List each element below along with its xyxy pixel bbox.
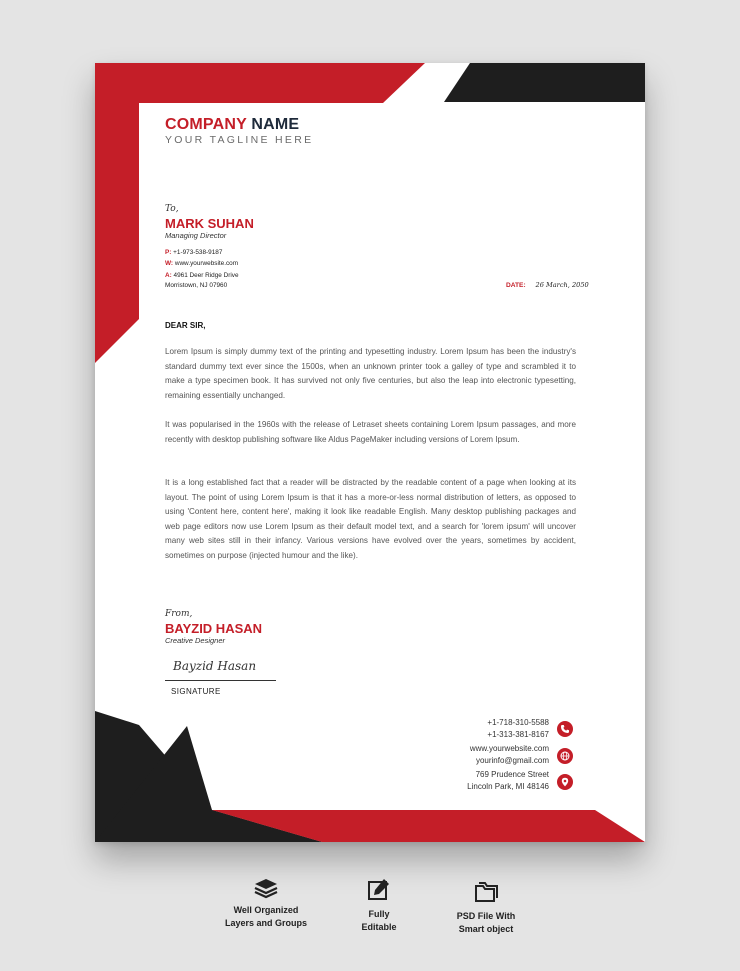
signature-line — [165, 680, 276, 681]
recipient-phone — [165, 249, 222, 256]
to-label: To, — [165, 204, 179, 214]
feature-layers-line2: Layers and Groups — [224, 918, 308, 928]
feature-editable — [339, 877, 419, 934]
phone-label: P: — [165, 249, 172, 256]
feature-psd — [436, 881, 536, 936]
date-label: DATE: — [506, 282, 526, 289]
globe-icon — [557, 748, 573, 764]
edit-icon — [366, 877, 392, 903]
company-name — [165, 116, 299, 134]
address-label: A: — [165, 272, 172, 279]
svg-text:Bayzid Hasan: Bayzid Hasan — [173, 659, 257, 673]
location-pin-icon — [557, 774, 573, 790]
web-label: W: — [165, 260, 174, 267]
web-value: www.yourwebsite.com — [174, 260, 239, 267]
address-line2: Morristown, NJ 07960 — [165, 282, 228, 289]
feature-psd-line2: Smart object — [458, 924, 514, 934]
feature-psd-line1: PSD File With — [456, 911, 516, 921]
body-paragraph-2: It was popularised in the 1960s with the release of Letraset sheets containing Lorem Ipsum passages, and more recently with desktop publishing software like Aldus PageMaker including versions of Lorem Ipsum. — [165, 420, 576, 444]
body-paragraph-3: It is a long established fact that a reader will be distracted by the readable content of a page when looking at its layout. The point of using Lorem Ipsum is that it has a more-or-less normal distribution of letters, as opposed to using 'Content here, content here', making it look like readable English. Many desktop publishing packages and web page editors now use Lorem Ipsum as their default model text, and a search for 'lorem ipsum' will uncover many web sites still in their infancy. Various versions have evolved over the years, sometimes by accident, sometimes on purpose (injected humour and the like). — [165, 478, 576, 560]
footer-street: 769 Prudence Street — [475, 770, 549, 779]
recipient-role: Managing Director — [165, 231, 227, 240]
signature-label: SIGNATURE — [171, 687, 221, 696]
company-name-first: COMPANY — [165, 116, 247, 133]
date-value: 26 March, 2050 — [535, 281, 589, 289]
recipient-web — [165, 260, 238, 267]
from-label: From, — [165, 609, 193, 619]
sender-name: BAYZID HASAN — [165, 621, 263, 636]
body-paragraph-1: Lorem Ipsum is simply dummy text of the printing and typesetting industry. Lorem Ipsum has been the industry's standard dummy text ever since the 1500s, when an unknown printer took a galley of type and scrambled it to make a type specimen book. It has survived not only five centuries, but also the leap into electronic typesetting, remaining essentially unchanged. — [165, 347, 576, 400]
phone-icon — [557, 721, 573, 737]
company-name-second: NAME — [251, 116, 300, 133]
recipient-address — [165, 272, 239, 279]
feature-layers-line1: Well Organized — [233, 905, 299, 915]
letter-date — [506, 281, 589, 289]
feature-editable-line1: Fully — [368, 909, 390, 919]
phone-value: +1-973-538-9187 — [173, 249, 223, 256]
feature-editable-line2: Editable — [361, 922, 397, 932]
footer-city: Lincoln Park, MI 48146 — [467, 782, 549, 791]
footer-phone-2: +1-313-381-8167 — [487, 730, 549, 739]
folder-icon — [473, 881, 499, 905]
footer-website: www.yourwebsite.com — [469, 744, 549, 753]
company-tagline: YOUR TAGLINE HERE — [165, 134, 314, 146]
recipient-name: MARK SUHAN — [165, 216, 254, 231]
address-line1: 4961 Deer Ridge Drive — [173, 272, 239, 279]
salutation: DEAR SIR, — [165, 321, 206, 330]
feature-layers — [206, 877, 326, 930]
letterhead-sheet — [95, 63, 645, 842]
footer-phone-1: +1-718-310-5588 — [487, 718, 549, 727]
signature-image — [169, 653, 269, 679]
layers-icon — [253, 877, 279, 899]
sender-role: Creative Designer — [165, 636, 226, 645]
footer-email: yourinfo@gmail.com — [475, 756, 549, 765]
